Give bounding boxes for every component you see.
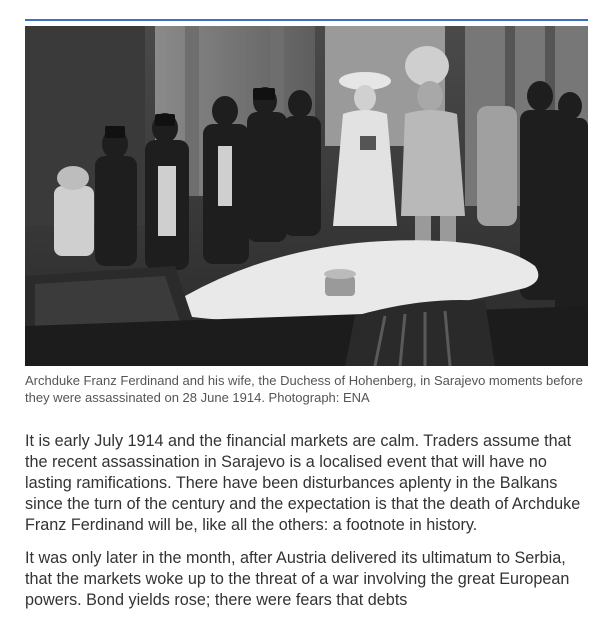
- photo-caption: [25, 372, 588, 406]
- header-divider: [25, 19, 588, 21]
- article-paragraph: It was only later in the month, after Austria delivered its ultimatum to Serbia, that the markets woke up to the threat of a war involving the great European powers. Bond yields rose; there were fears that debts: [25, 549, 570, 609]
- article-body: [25, 431, 590, 623]
- article-paragraph: It is early July 1914 and the financial markets are calm. Traders assume that the recent assassination in Sarajevo is a localised event that will have no lasting ramifications. There have been disturbances aplenty in the Balkans since the turn of the century and the expectation is that the death of Archduke Franz Ferdinand will be, like all the others: a footnote in history.: [25, 432, 581, 534]
- caption-text: Archduke Franz Ferdinand and his wife, the Duchess of Hohenberg, in Sarajevo moments before they were assassinated on 28 June 1914. Photograph: ENA: [25, 373, 583, 405]
- article-photo: [25, 26, 588, 366]
